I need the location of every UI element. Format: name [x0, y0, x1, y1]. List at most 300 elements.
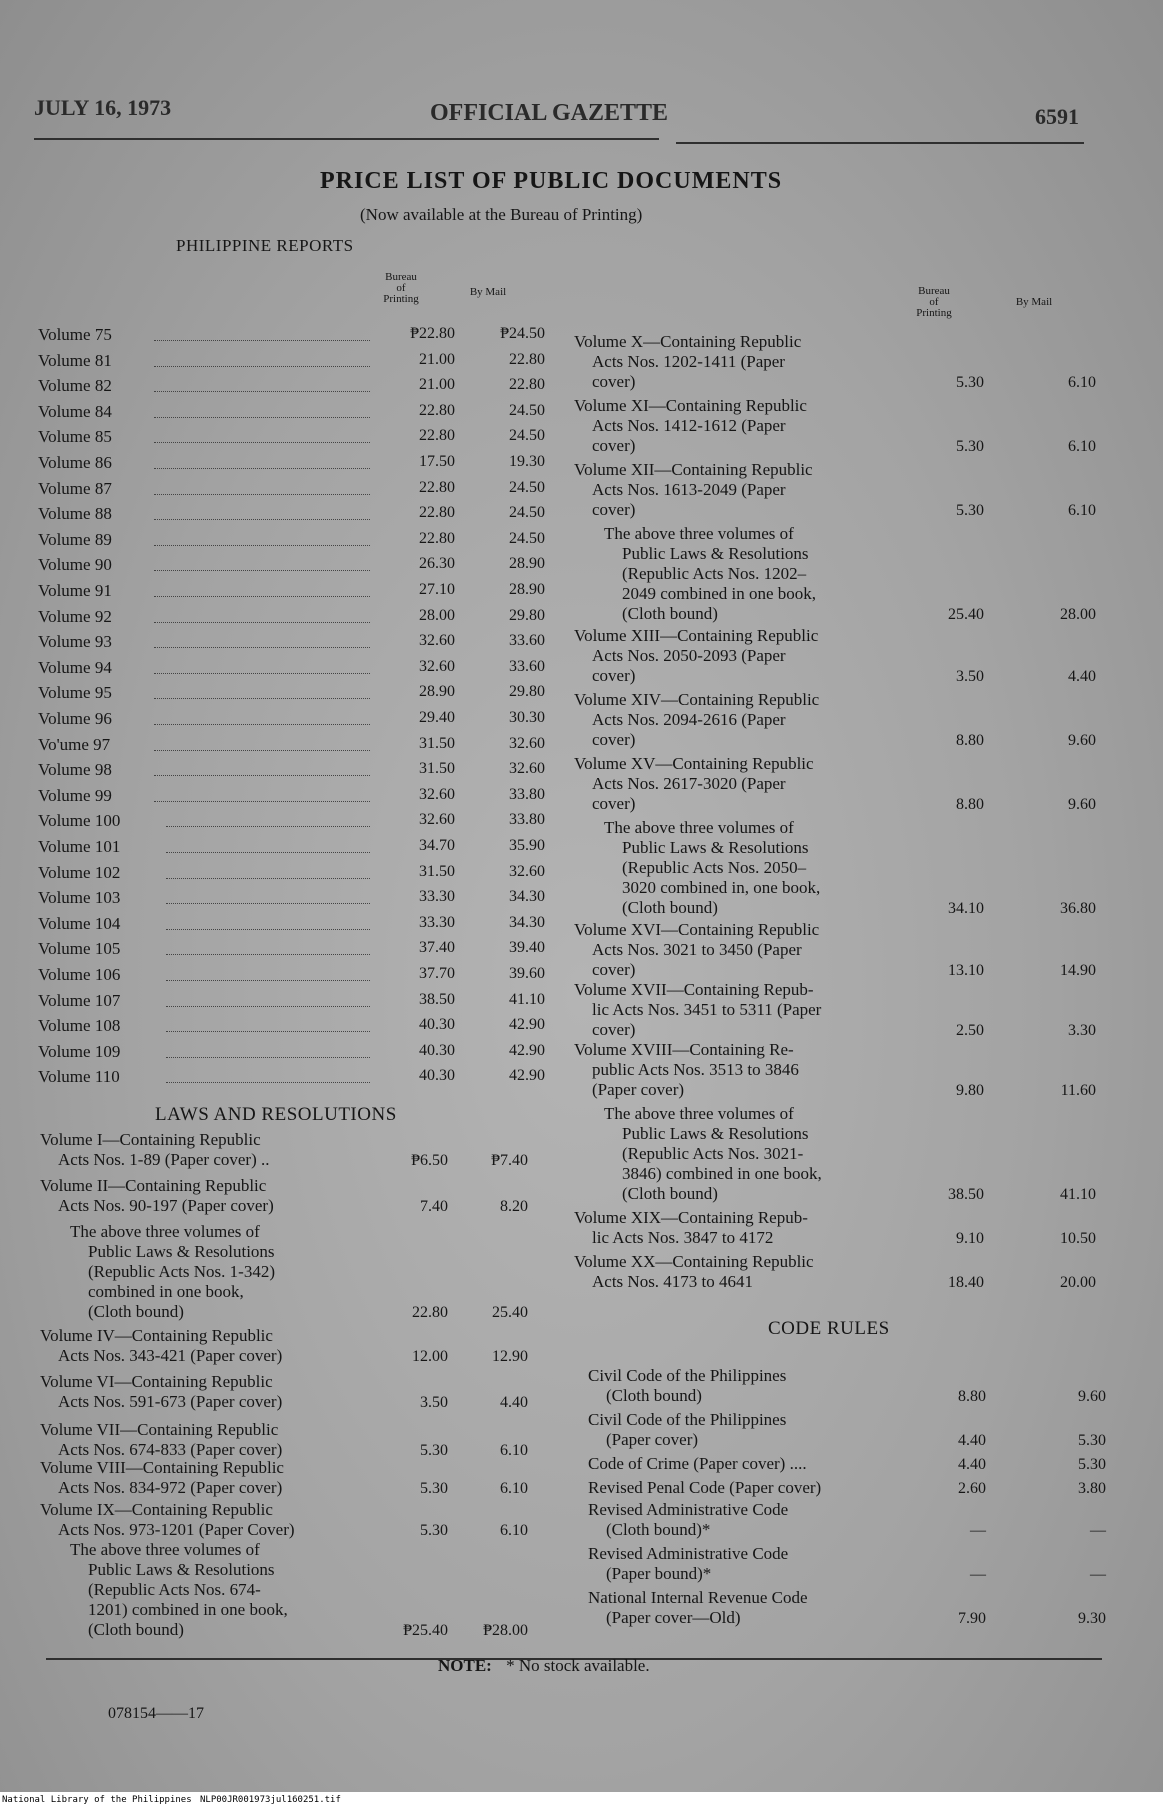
- law-entry-right-price-mail: 9.60: [1068, 732, 1096, 749]
- code-rule-entry-price-bureau: 2.60: [958, 1480, 986, 1497]
- philippine-reports-heading: PHILIPPINE REPORTS: [176, 236, 354, 255]
- law-entry-right: [574, 920, 904, 980]
- dot-leader: [154, 710, 370, 725]
- law-entry-right-line: (Republic Acts Nos. 1202–: [622, 564, 807, 583]
- report-price-bureau: 26.30: [419, 555, 455, 573]
- report-price-mail: 34.30: [509, 913, 545, 931]
- report-volume-label: Volume 107: [38, 990, 121, 1010]
- dot-leader: [154, 326, 370, 341]
- law-entry-left-line: Public Laws & Resolutions: [88, 1560, 275, 1579]
- law-entry-left: [40, 1130, 380, 1170]
- dot-leader: [154, 377, 370, 392]
- law-entry-right-line: Public Laws & Resolutions: [622, 838, 809, 857]
- law-entry-right-line: Volume XIV—Containing Republic: [574, 690, 820, 709]
- report-row: [38, 885, 378, 911]
- law-entry-right: [574, 460, 904, 520]
- law-entry-right-price-mail: 41.10: [1060, 1186, 1096, 1203]
- law-entry-left-price-mail: 25.40: [492, 1304, 528, 1321]
- col-header-mail-right: By Mail: [1015, 296, 1053, 308]
- law-entry-left-line: The above three volumes of: [70, 1540, 260, 1559]
- law-entry-right: [574, 818, 904, 918]
- law-entry-left: [40, 1458, 380, 1498]
- report-volume-label: Volume 85: [38, 427, 112, 447]
- law-entry-right-price-bureau: 2.50: [956, 1022, 984, 1039]
- report-price-bureau: 31.50: [419, 760, 455, 778]
- law-entry-right-line: (Republic Acts Nos. 2050–: [622, 858, 807, 877]
- report-row: [38, 757, 378, 783]
- report-price-bureau: 28.90: [419, 683, 455, 701]
- law-entry-left-line: Acts Nos. 591-673 (Paper cover): [58, 1392, 283, 1411]
- code-rule-entry-line: Revised Administrative Code: [588, 1500, 789, 1519]
- law-entry-left-price-bureau: 3.50: [420, 1394, 448, 1411]
- law-entry-right-price-mail: 36.80: [1060, 900, 1096, 917]
- col-header-bureau-right: Bureau of Printing: [916, 285, 952, 319]
- law-entry-right: [574, 1252, 904, 1292]
- law-entry-left-price-mail: 8.20: [500, 1198, 528, 1215]
- scan-source: National Library of the Philippines: [2, 1795, 192, 1805]
- law-entry-right-price-bureau: 8.80: [956, 796, 984, 813]
- dot-leader: [154, 505, 370, 520]
- law-entry-left-line: The above three volumes of: [70, 1222, 260, 1241]
- law-entry-right-line: cover): [592, 960, 636, 979]
- law-entry-left-line: Acts Nos. 834-972 (Paper cover): [58, 1478, 283, 1497]
- code-rule-entry-price-mail: 5.30: [1078, 1432, 1106, 1449]
- law-entry-right-line: The above three volumes of: [604, 524, 794, 543]
- page-number: 6591: [1035, 104, 1079, 129]
- law-entry-right-line: cover): [592, 730, 636, 749]
- report-price-mail: 42.90: [509, 1067, 545, 1085]
- code-rule-entry-price-bureau: 7.90: [958, 1610, 986, 1627]
- law-entry-right: [574, 396, 904, 456]
- code-rule-entry-price-mail: 9.30: [1078, 1610, 1106, 1627]
- law-entry-right-price-bureau: 9.10: [956, 1230, 984, 1247]
- law-entry-left-price-bureau: 12.00: [412, 1348, 448, 1365]
- law-entry-left: [40, 1420, 380, 1460]
- law-entry-right-line: Volume XI—Containing Republic: [574, 396, 807, 415]
- code-rule-entry-line: Civil Code of the Philippines: [588, 1410, 787, 1429]
- law-entry-left-line: (Cloth bound): [88, 1302, 184, 1321]
- law-entry-left-line: Acts Nos. 90-197 (Paper cover): [58, 1196, 274, 1215]
- law-entry-right-line: Acts Nos. 1412-1612 (Paper: [592, 416, 786, 435]
- law-entry-right-line: (Paper cover): [592, 1080, 685, 1099]
- law-entry-right-price-mail: 6.10: [1068, 502, 1096, 519]
- report-row: [38, 732, 378, 758]
- code-rule-entry-price-mail: 5.30: [1078, 1456, 1106, 1473]
- report-price-mail: 22.80: [509, 350, 545, 368]
- dot-leader: [154, 556, 370, 571]
- report-row: [38, 373, 378, 399]
- report-row: [38, 988, 378, 1014]
- law-entry-left-price-bureau: ₱25.40: [403, 1622, 448, 1639]
- scan-filename: NLP00JR001973jul160251.tif: [200, 1795, 341, 1805]
- report-price-bureau: 28.00: [419, 606, 455, 624]
- dot-leader: [154, 736, 370, 751]
- law-entry-left-line: Volume IX—Containing Republic: [40, 1500, 273, 1519]
- law-entry-left-line: Acts Nos. 674-833 (Paper cover): [58, 1440, 283, 1459]
- law-entry-right-price-bureau: 34.10: [948, 900, 984, 917]
- report-volume-label: Volume 75: [38, 325, 112, 344]
- code-rule-entry: [588, 1454, 908, 1474]
- dot-leader: [166, 1068, 370, 1083]
- report-price-bureau: 22.80: [419, 504, 455, 522]
- report-price-bureau: 37.40: [419, 939, 455, 957]
- law-entry-right-price-mail: 3.30: [1068, 1022, 1096, 1039]
- report-price-bureau: 37.70: [419, 965, 455, 982]
- law-entry-right-line: Acts Nos. 2094-2616 (Paper: [592, 710, 786, 729]
- dot-leader: [166, 812, 370, 827]
- law-entry-right-price-bureau: 38.50: [948, 1186, 984, 1203]
- report-volume-label: Volume 92: [38, 606, 112, 626]
- code-rule-entry: [588, 1366, 908, 1406]
- code-rules-heading: CODE RULES: [768, 1318, 890, 1339]
- law-entry-right-line: Volume XIX—Containing Repub-: [574, 1208, 808, 1227]
- law-entry-left-price-mail: ₱28.00: [483, 1622, 528, 1639]
- law-entry-right-line: public Acts Nos. 3513 to 3846: [592, 1060, 799, 1079]
- report-price-bureau: 40.30: [419, 1041, 455, 1059]
- law-entry-right-line: Public Laws & Resolutions: [622, 544, 809, 563]
- report-price-bureau: 34.70: [419, 837, 455, 854]
- report-row: [38, 399, 378, 425]
- law-entry-right-line: cover): [592, 1020, 636, 1039]
- law-entry-right-price-bureau: 9.80: [956, 1082, 984, 1099]
- law-entry-left-line: Acts Nos. 1-89 (Paper cover) ..: [58, 1150, 270, 1169]
- report-price-bureau: 40.30: [419, 1016, 455, 1034]
- law-entry-left-price-bureau: 5.30: [420, 1480, 448, 1497]
- dot-leader: [154, 633, 370, 648]
- print-code: 078154——17: [108, 1705, 204, 1722]
- report-volume-label: Volume 110: [38, 1067, 120, 1087]
- law-entry-right-line: Volume XX—Containing Republic: [574, 1252, 814, 1271]
- law-entry-left: [40, 1372, 380, 1412]
- law-entry-right-line: Acts Nos. 1202-1411 (Paper: [592, 352, 785, 371]
- law-entry-left: [40, 1326, 380, 1366]
- law-entry-left-price-mail: 6.10: [500, 1480, 528, 1497]
- law-entry-right: [574, 690, 904, 750]
- law-entry-right-line: 3020 combined in, one book,: [622, 878, 821, 897]
- law-entry-left-line: combined in one book,: [88, 1282, 244, 1301]
- report-row: [38, 501, 378, 527]
- report-volume-label: Volume 95: [38, 683, 112, 703]
- dot-leader: [154, 454, 370, 469]
- law-entry-right-line: (Cloth bound): [622, 898, 718, 917]
- report-price-mail: 42.90: [509, 1041, 545, 1059]
- report-row: [38, 322, 378, 348]
- report-price-bureau: 32.60: [419, 811, 455, 829]
- dot-leader: [166, 864, 370, 879]
- law-entry-right-line: Volume X—Containing Republic: [574, 332, 802, 351]
- law-entry-right-line: 3846) combined in one book,: [622, 1164, 822, 1183]
- note-text: * No stock available.: [506, 1656, 650, 1675]
- report-volume-label: Volume 105: [38, 939, 121, 959]
- code-rule-entry: [588, 1410, 908, 1450]
- report-row: [38, 962, 378, 988]
- col-header-mail-left: By Mail: [469, 286, 507, 298]
- report-price-mail: 24.50: [509, 427, 545, 445]
- dot-leader: [154, 403, 370, 418]
- report-row: [38, 552, 378, 578]
- report-price-mail: 39.40: [509, 939, 545, 957]
- law-entry-right: [574, 1104, 904, 1204]
- note: [438, 1656, 650, 1676]
- law-entry-left-line: Acts Nos. 343-421 (Paper cover): [58, 1346, 283, 1365]
- law-entry-right-line: Acts Nos. 3021 to 3450 (Paper: [592, 940, 802, 959]
- report-volume-label: Volume 93: [38, 632, 112, 652]
- report-row: [38, 911, 378, 937]
- report-price-mail: 24.50: [509, 504, 545, 522]
- report-price-mail: 42.90: [509, 1016, 545, 1034]
- report-price-mail: 35.90: [509, 837, 545, 854]
- code-rule-entry-line: National Internal Revenue Code: [588, 1588, 808, 1607]
- law-entry-right-line: The above three volumes of: [604, 1104, 794, 1123]
- code-rule-entry-price-mail: —: [1090, 1522, 1106, 1539]
- code-rule-entry-price-bureau: —: [970, 1566, 986, 1583]
- law-entry-right-line: Public Laws & Resolutions: [622, 1124, 809, 1143]
- note-label: NOTE:: [438, 1656, 492, 1675]
- law-entry-left-price-mail: 6.10: [500, 1442, 528, 1459]
- report-price-bureau: 32.60: [419, 657, 455, 675]
- report-price-bureau: 29.40: [419, 709, 455, 726]
- law-entry-right-line: Acts Nos. 2617-3020 (Paper: [592, 774, 786, 793]
- law-entry-right-price-mail: 6.10: [1068, 374, 1096, 391]
- report-volume-label: Volume 99: [38, 785, 112, 805]
- law-entry-right: [574, 980, 904, 1040]
- law-entry-right-line: Volume XVIII—Containing Re-: [574, 1040, 794, 1059]
- law-entry-left-line: (Republic Acts Nos. 674-: [88, 1580, 261, 1599]
- law-entry-left-price-bureau: 22.80: [412, 1304, 448, 1321]
- code-rule-entry-line: (Paper cover—Old): [606, 1608, 741, 1627]
- document-title: PRICE LIST OF PUBLIC DOCUMENTS: [320, 168, 783, 194]
- law-entry-left-line: (Republic Acts Nos. 1-342): [88, 1262, 275, 1281]
- dot-leader: [166, 1043, 370, 1058]
- law-entry-left-price-bureau: ₱6.50: [411, 1152, 448, 1169]
- law-entry-left-line: (Cloth bound): [88, 1620, 184, 1639]
- report-volume-label: Volume 96: [38, 709, 112, 728]
- code-rule-entry-price-bureau: —: [970, 1522, 986, 1539]
- law-entry-left-line: Public Laws & Resolutions: [88, 1242, 275, 1261]
- header-rule-left: [34, 138, 659, 140]
- law-entry-left-line: Acts Nos. 973-1201 (Paper Cover): [58, 1520, 295, 1539]
- dot-leader: [166, 915, 370, 930]
- report-row: [38, 834, 378, 860]
- report-row: [38, 936, 378, 962]
- law-entry-right-line: The above three volumes of: [604, 818, 794, 837]
- dot-leader: [154, 480, 370, 495]
- report-volume-label: Vo'ume 97: [38, 734, 111, 754]
- law-entry-right-price-bureau: 5.30: [956, 438, 984, 455]
- report-price-bureau: 31.50: [419, 862, 455, 880]
- report-price-mail: 32.60: [509, 862, 545, 880]
- report-price-bureau: 33.30: [419, 913, 455, 931]
- code-rule-entry-line: Civil Code of the Philippines: [588, 1366, 787, 1385]
- report-price-bureau: 22.80: [419, 478, 455, 496]
- dot-leader: [154, 761, 370, 776]
- report-price-bureau: 22.80: [419, 529, 455, 547]
- law-entry-left-price-mail: 4.40: [500, 1394, 528, 1411]
- law-entry-right-price-bureau: 8.80: [956, 732, 984, 749]
- law-entry-right-line: lic Acts Nos. 3847 to 4172: [592, 1228, 774, 1247]
- law-entry-left-line: Volume VI—Containing Republic: [40, 1372, 273, 1391]
- scan-footer: [0, 1792, 1163, 1808]
- report-price-mail: 29.80: [509, 683, 545, 701]
- code-rule-entry-price-mail: 3.80: [1078, 1480, 1106, 1497]
- law-entry-right-price-mail: 28.00: [1060, 606, 1096, 623]
- law-entry-right-line: Volume XVII—Containing Repub-: [574, 980, 814, 999]
- report-price-mail: 32.60: [509, 760, 545, 778]
- code-rule-entry-line: (Paper cover): [606, 1430, 699, 1449]
- dot-leader: [166, 992, 370, 1007]
- report-price-mail: 33.60: [509, 632, 545, 650]
- law-entry-left-price-bureau: 5.30: [420, 1522, 448, 1539]
- law-entry-right-price-bureau: 25.40: [948, 606, 984, 623]
- law-entry-right-price-mail: 14.90: [1060, 962, 1096, 979]
- law-entry-left-line: Volume I—Containing Republic: [40, 1130, 261, 1149]
- report-volume-label: Volume 101: [38, 837, 121, 856]
- report-volume-label: Volume 88: [38, 504, 112, 524]
- report-price-bureau: 32.60: [419, 632, 455, 650]
- law-entry-left: [40, 1500, 380, 1540]
- report-price-bureau: 17.50: [419, 453, 455, 470]
- report-price-bureau: 40.30: [419, 1067, 455, 1085]
- law-entry-left: [40, 1222, 380, 1322]
- law-entry-right-line: Acts Nos. 1613-2049 (Paper: [592, 480, 786, 499]
- law-entry-left-line: 1201) combined in one book,: [88, 1600, 288, 1619]
- law-entry-right-line: lic Acts Nos. 3451 to 5311 (Paper: [592, 1000, 822, 1019]
- report-volume-label: Volume 103: [38, 888, 121, 908]
- col-header-bureau-left: Bureau of Printing: [383, 271, 419, 305]
- code-rule-entry-line: Revised Administrative Code: [588, 1544, 789, 1563]
- law-entry-right-line: cover): [592, 436, 636, 455]
- report-price-bureau: ₱22.80: [410, 325, 455, 342]
- report-price-mail: 29.80: [509, 606, 545, 624]
- publication-title: OFFICIAL GAZETTE: [430, 100, 669, 126]
- report-price-mail: 41.10: [509, 990, 545, 1008]
- code-rule-entry-line: (Cloth bound)*: [606, 1520, 711, 1539]
- law-entry-right-price-mail: 20.00: [1060, 1274, 1096, 1291]
- report-row: [38, 604, 378, 630]
- report-row: [38, 808, 378, 834]
- law-entry-left-price-bureau: 7.40: [420, 1198, 448, 1215]
- report-volume-label: Volume 82: [38, 376, 112, 396]
- report-price-bureau: 22.80: [419, 401, 455, 419]
- dot-leader: [154, 428, 370, 443]
- report-row: [38, 783, 378, 809]
- report-price-mail: 39.60: [509, 965, 545, 982]
- code-rule-entry: [588, 1588, 908, 1628]
- report-price-mail: 24.50: [509, 478, 545, 496]
- report-price-mail: 28.90: [509, 581, 545, 598]
- header-rule-right: [676, 142, 1084, 144]
- law-entry-right: [574, 524, 904, 624]
- report-volume-label: Volume 94: [38, 657, 112, 677]
- report-row: [38, 1064, 378, 1090]
- law-entry-left-line: Volume IV—Containing Republic: [40, 1326, 273, 1345]
- dot-leader: [154, 608, 370, 623]
- law-entry-right-line: cover): [592, 794, 636, 813]
- law-entry-left-line: Volume VII—Containing Republic: [40, 1420, 279, 1439]
- report-volume-label: Volume 109: [38, 1041, 121, 1061]
- law-entry-left-line: Volume VIII—Containing Republic: [40, 1458, 284, 1477]
- law-entry-left-line: Volume II—Containing Republic: [40, 1176, 267, 1195]
- code-rule-entry-price-mail: 9.60: [1078, 1388, 1106, 1405]
- law-entry-right-line: cover): [592, 372, 636, 391]
- report-row: [38, 578, 378, 604]
- report-price-mail: 33.60: [509, 657, 545, 675]
- report-price-mail: 22.80: [509, 376, 545, 394]
- law-entry-right-price-bureau: 5.30: [956, 502, 984, 519]
- code-rule-entry-price-bureau: 4.40: [958, 1432, 986, 1449]
- report-price-mail: 34.30: [509, 888, 545, 906]
- report-volume-label: Volume 102: [38, 862, 121, 882]
- law-entry-left-price-mail: ₱7.40: [491, 1152, 528, 1169]
- dot-leader: [166, 838, 370, 853]
- report-price-bureau: 38.50: [419, 990, 455, 1008]
- law-entry-right-price-mail: 6.10: [1068, 438, 1096, 455]
- report-volume-label: Volume 86: [38, 453, 112, 472]
- law-entry-left-price-bureau: 5.30: [420, 1442, 448, 1459]
- dot-leader: [166, 889, 370, 904]
- report-row: [38, 527, 378, 553]
- document-subtitle: (Now available at the Bureau of Printing): [360, 205, 643, 224]
- report-price-mail: 32.60: [509, 734, 545, 752]
- report-volume-label: Volume 87: [38, 478, 112, 498]
- report-price-bureau: 21.00: [419, 376, 455, 394]
- law-entry-right-line: Acts Nos. 4173 to 4641: [592, 1272, 754, 1291]
- code-rule-entry-line: Code of Crime (Paper cover) ....: [588, 1454, 807, 1473]
- law-entry-right-line: Volume XIII—Containing Republic: [574, 626, 819, 645]
- law-entry-right-line: 2049 combined in one book,: [622, 584, 817, 603]
- code-rule-entry-price-bureau: 8.80: [958, 1388, 986, 1405]
- report-volume-label: Volume 106: [38, 965, 121, 984]
- code-rule-entry-price-mail: —: [1090, 1566, 1106, 1583]
- report-row: [38, 680, 378, 706]
- report-volume-label: Volume 91: [38, 581, 112, 600]
- law-entry-right-price-mail: 11.60: [1060, 1082, 1096, 1099]
- report-price-bureau: 27.10: [419, 581, 455, 598]
- report-price-mail: 28.90: [509, 555, 545, 573]
- law-entry-right-line: Volume XII—Containing Republic: [574, 460, 813, 479]
- law-entry-right-line: Volume XVI—Containing Republic: [574, 920, 820, 939]
- report-volume-label: Volume 108: [38, 1016, 121, 1036]
- code-rule-entry: [588, 1478, 908, 1498]
- dot-leader: [154, 531, 370, 546]
- dot-leader: [166, 1017, 370, 1032]
- law-entry-right-price-mail: 10.50: [1060, 1230, 1096, 1247]
- law-entry-right: [574, 1040, 904, 1100]
- dot-leader: [166, 940, 370, 955]
- law-entry-right-line: Volume XV—Containing Republic: [574, 754, 814, 773]
- report-row: [38, 450, 378, 476]
- report-row: [38, 348, 378, 374]
- issue-date: JULY 16, 1973: [34, 95, 172, 120]
- report-row: [38, 655, 378, 681]
- law-entry-right: [574, 754, 904, 814]
- report-row: [38, 1039, 378, 1065]
- report-price-bureau: 22.80: [419, 427, 455, 445]
- dot-leader: [154, 684, 370, 699]
- law-entry-right: [574, 1208, 904, 1248]
- report-row: [38, 860, 378, 886]
- report-volume-label: Volume 100: [38, 811, 121, 831]
- law-entry-right-line: cover): [592, 500, 636, 519]
- report-row: [38, 629, 378, 655]
- law-entry-left: [40, 1176, 380, 1216]
- report-volume-label: Volume 89: [38, 529, 112, 549]
- dot-leader: [154, 787, 370, 802]
- report-volume-label: Volume 90: [38, 555, 112, 575]
- code-rule-entry: [588, 1500, 908, 1540]
- dot-leader: [154, 352, 370, 367]
- report-price-bureau: 31.50: [419, 734, 455, 752]
